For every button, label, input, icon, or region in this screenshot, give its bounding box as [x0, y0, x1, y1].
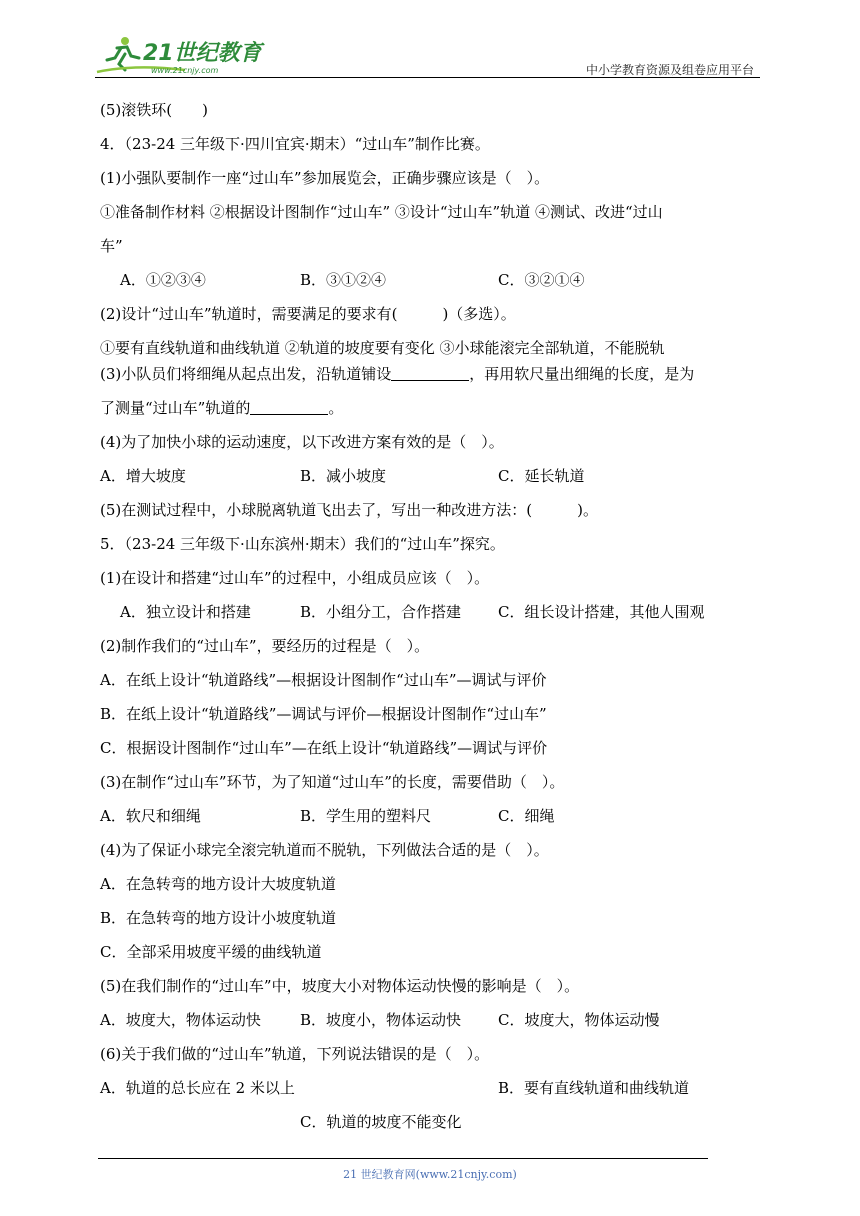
- q5-part-6: (6)关于我们做的“过山车”轨道，下列说法错误的是（ ）。: [100, 1045, 490, 1063]
- q5-part-2-option-a: A．在纸上设计“轨道路线”—根据设计图制作“过山车”—调试与评价: [100, 671, 547, 689]
- option-b: B．坡度小，物体运动快: [300, 1011, 462, 1029]
- q5-part-3-options: [100, 806, 780, 826]
- answer-blank: [250, 398, 328, 415]
- q5-part-3: (3)在制作“过山车”环节，为了知道“过山车”的长度，需要借助（ ）。: [100, 773, 565, 791]
- q5-part-4: (4)为了保证小球完全滚完轨道而不脱轨，下列做法合适的是（ ）。: [100, 841, 549, 859]
- q4-part-5: (5)在测试过程中，小球脱离轨道飞出去了，写出一种改进方法：( )。: [100, 501, 598, 519]
- q5-title: 5．（23-24 三年级下·山东滨州·期末）我们的“过山车”探究。: [100, 535, 505, 553]
- option-c: C．细绳: [498, 807, 555, 825]
- q4-part-4: (4)为了加快小球的运动速度，以下改进方案有效的是（ ）。: [100, 433, 504, 451]
- q4-part-1-options: [100, 270, 780, 290]
- q3-item-5: (5)滚铁环( ): [100, 101, 208, 119]
- q5-part-1: (1)在设计和搭建“过山车”的过程中，小组成员应该（ ）。: [100, 569, 490, 587]
- option-a: A．增大坡度: [100, 467, 186, 485]
- q4-part-3-text-d: 。: [328, 399, 344, 417]
- page-header: [95, 30, 760, 80]
- q5-part-1-options: [100, 602, 780, 622]
- q5-part-4-option-a: A．在急转弯的地方设计大坡度轨道: [100, 875, 336, 893]
- logo-url: www.21cnjy.com: [151, 66, 219, 75]
- option-b: B．学生用的塑料尺: [300, 807, 432, 825]
- q5-part-4-option-c: C．全部采用坡度平缓的曲线轨道: [100, 943, 322, 961]
- q4-part-3-cont: [100, 398, 780, 418]
- q5-part-2-option-b: B．在纸上设计“轨道路线”—调试与评价—根据设计图制作“过山车”: [100, 705, 547, 723]
- q4-title: 4．（23-24 三年级下·四川宜宾·期末）“过山车”制作比赛。: [100, 135, 490, 153]
- option-a: A．坡度大，物体运动快: [100, 1011, 261, 1029]
- q5-part-2: (2)制作我们的“过山车”，要经历的过程是（ ）。: [100, 637, 430, 655]
- option-a: A．软尺和细绳: [100, 807, 201, 825]
- option-c: C．组长设计搭建，其他人围观: [498, 603, 705, 621]
- q4-part-3: [100, 364, 780, 384]
- q4-part-3-text-b: ，再用软尺量出细绳的长度，是为: [469, 365, 695, 383]
- option-a: A．独立设计和搭建: [120, 603, 251, 621]
- header-divider: [95, 77, 760, 78]
- page-footer: 21 世纪教育网(www.21cnjy.com): [343, 1168, 517, 1181]
- q4-part-2: (2)设计“过山车”轨道时，需要满足的要求有( )（多选）。: [100, 305, 516, 323]
- option-b: B．减小坡度: [300, 467, 387, 485]
- option-a: A．①②③④: [120, 271, 206, 289]
- option-b: B．③①②④: [300, 271, 387, 289]
- q5-part-5-options: [100, 1010, 780, 1030]
- option-a: A．轨道的总长应在 2 米以上: [100, 1079, 295, 1097]
- option-b: B．小组分工，合作搭建: [300, 603, 462, 621]
- q5-part-2-option-c: C．根据设计图制作“过山车”—在纸上设计“轨道路线”—调试与评价: [100, 739, 548, 757]
- option-c: C．坡度大，物体运动慢: [498, 1011, 660, 1029]
- q5-part-4-option-b: B．在急转弯的地方设计小坡度轨道: [100, 909, 337, 927]
- q5-part-5: (5)在我们制作的“过山车”中，坡度大小对物体运动快慢的影响是（ ）。: [100, 977, 580, 995]
- option-c: C．延长轨道: [498, 467, 585, 485]
- platform-name: 中小学教育资源及组卷应用平台: [585, 63, 754, 77]
- answer-blank: [391, 364, 469, 381]
- q4-part-1-steps-cont: 车”: [100, 237, 123, 255]
- q4-part-1: (1)小强队要制作一座“过山车”参加展览会，正确步骤应该是（ ）。: [100, 169, 550, 187]
- q5-part-6-options: [100, 1078, 780, 1098]
- q4-part-4-options: [100, 466, 780, 486]
- question-content: [100, 100, 780, 1146]
- q4-part-2-requirements: ①要有直线轨道和曲线轨道 ②轨道的坡度要有变化 ③小球能滚完全部轨道，不能脱轨: [100, 339, 665, 357]
- q5-part-6-option-c: C．轨道的坡度不能变化: [300, 1113, 462, 1131]
- site-logo: [95, 34, 270, 76]
- q4-part-3-text-a: (3)小队员们将细绳从起点出发，沿轨道铺设: [100, 365, 392, 383]
- option-c: C．③②①④: [498, 271, 585, 289]
- logo-text: 21世纪教育: [143, 41, 262, 66]
- option-b: B．要有直线轨道和曲线轨道: [498, 1079, 690, 1097]
- q4-part-3-text-c: 了测量“过山车”轨道的: [100, 399, 251, 417]
- footer-divider: [98, 1158, 708, 1159]
- q4-part-1-steps: ①准备制作材料 ②根据设计图制作“过山车” ③设计“过山车”轨道 ④测试、改进“过山: [100, 203, 663, 221]
